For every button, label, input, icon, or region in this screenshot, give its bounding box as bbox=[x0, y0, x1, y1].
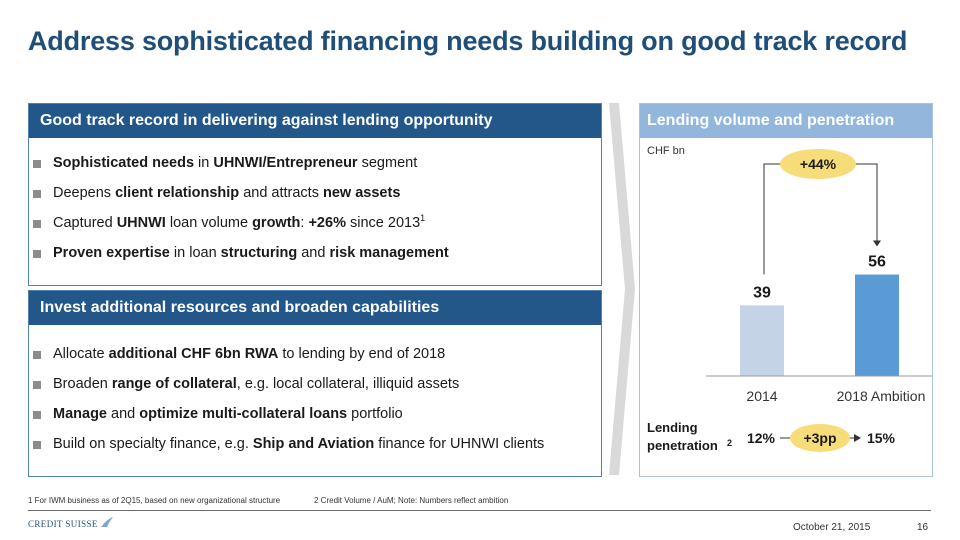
chevron-separator-icon bbox=[607, 103, 637, 475]
bullet-text: UHNWI/Entrepreneur bbox=[213, 155, 358, 171]
penetration-arrow-icon bbox=[854, 434, 861, 442]
penetration-change: +3pp bbox=[803, 430, 837, 446]
bullet-text: and attracts bbox=[239, 185, 323, 201]
bullet-text: , e.g. local collateral, illiquid assets bbox=[236, 376, 460, 392]
growth-label: +44% bbox=[799, 156, 837, 172]
unit-label: CHF bn bbox=[647, 145, 685, 157]
bullet-text: growth bbox=[252, 215, 301, 231]
bar-2014 bbox=[740, 305, 784, 376]
track-record-panel bbox=[28, 103, 602, 286]
data-label: 39 bbox=[753, 284, 771, 302]
credit-suisse-logo bbox=[28, 516, 114, 529]
bullet-text: Build on specialty finance, e.g. bbox=[53, 436, 253, 452]
slide-date: October 21, 2015 bbox=[793, 522, 871, 533]
bullet-text: to lending by end of 2018 bbox=[278, 346, 446, 362]
invest-panel bbox=[28, 290, 602, 477]
bullet-text: Manage bbox=[53, 406, 107, 422]
footnote-marker: 1 bbox=[420, 213, 426, 224]
penetration-label-line2: penetration bbox=[647, 438, 718, 453]
bullet-text: Proven expertise bbox=[53, 245, 170, 261]
bullet-text: portfolio bbox=[347, 406, 403, 422]
bullet-item bbox=[29, 369, 601, 399]
bullet-text: Allocate bbox=[53, 346, 109, 362]
bullet-text: finance for UHNWI clients bbox=[374, 436, 545, 452]
footnote-2: 2 Credit Volume / AuM; Note: Numbers reflect ambition bbox=[314, 496, 509, 505]
penetration-label-line1: Lending bbox=[647, 420, 698, 435]
penetration-to: 15% bbox=[866, 430, 896, 446]
bullet-text: +26% bbox=[308, 215, 346, 231]
bullet-text: new assets bbox=[323, 185, 401, 201]
track-record-heading: Good track record in delivering against lending opportunity bbox=[29, 104, 601, 138]
bullet-text: since 2013 bbox=[345, 215, 421, 231]
logo-text: CREDIT SUISSE bbox=[28, 519, 98, 529]
bullet-text: Sophisticated needs bbox=[53, 155, 195, 171]
growth-arrow-icon bbox=[873, 241, 881, 247]
bar-2018-ambition bbox=[855, 275, 899, 376]
bullet-item bbox=[29, 148, 601, 178]
bullet-text: range of collateral bbox=[111, 376, 237, 392]
bullet-item bbox=[29, 429, 601, 459]
footer-divider bbox=[28, 510, 931, 511]
bullet-text: and bbox=[297, 245, 330, 261]
bullet-text: optimize multi-collateral loans bbox=[139, 406, 348, 422]
lending-volume-chart bbox=[640, 138, 932, 475]
bullet-text: client relationship bbox=[115, 185, 240, 201]
bullet-item bbox=[29, 399, 601, 429]
bullet-text: and bbox=[107, 406, 140, 422]
bullet-item bbox=[29, 208, 601, 238]
bullet-item bbox=[29, 178, 601, 208]
lending-volume-panel bbox=[639, 103, 933, 477]
bullet-text: Deepens bbox=[53, 185, 116, 201]
bullet-text: : bbox=[300, 215, 309, 231]
sail-icon bbox=[100, 516, 114, 528]
bullet-text: Ship and Aviation bbox=[252, 436, 375, 452]
category-label: 2014 bbox=[746, 388, 778, 404]
lending-volume-heading: Lending volume and penetration bbox=[640, 104, 932, 138]
data-label: 56 bbox=[868, 253, 886, 271]
page-number: 16 bbox=[917, 522, 929, 533]
track-record-bullets bbox=[29, 148, 601, 268]
invest-heading: Invest additional resources and broaden capabilities bbox=[29, 291, 601, 325]
growth-connector bbox=[764, 164, 877, 274]
bullet-text: additional CHF 6bn RWA bbox=[108, 346, 279, 362]
bullet-text: loan volume bbox=[165, 215, 253, 231]
category-label: 2018 Ambition bbox=[836, 388, 926, 404]
bullet-text: UHNWI bbox=[116, 215, 166, 231]
bullet-text: in bbox=[194, 155, 214, 171]
slide-title: Address sophisticated financing needs building on good track record bbox=[28, 26, 908, 56]
bullet-text: Captured bbox=[53, 215, 117, 231]
bullet-text: segment bbox=[357, 155, 418, 171]
bullet-text: Broaden bbox=[53, 376, 112, 392]
bullet-text: in loan bbox=[169, 245, 221, 261]
bullet-text: risk management bbox=[329, 245, 449, 261]
bullet-item bbox=[29, 238, 601, 268]
bullet-text: structuring bbox=[220, 245, 298, 261]
bullet-item bbox=[29, 339, 601, 369]
invest-bullets bbox=[29, 339, 601, 459]
penetration-from: 12% bbox=[746, 430, 776, 446]
penetration-label-sup: 2 bbox=[727, 438, 733, 448]
footnote-1: 1 For IWM business as of 2Q15, based on new organizational structure bbox=[28, 496, 281, 505]
